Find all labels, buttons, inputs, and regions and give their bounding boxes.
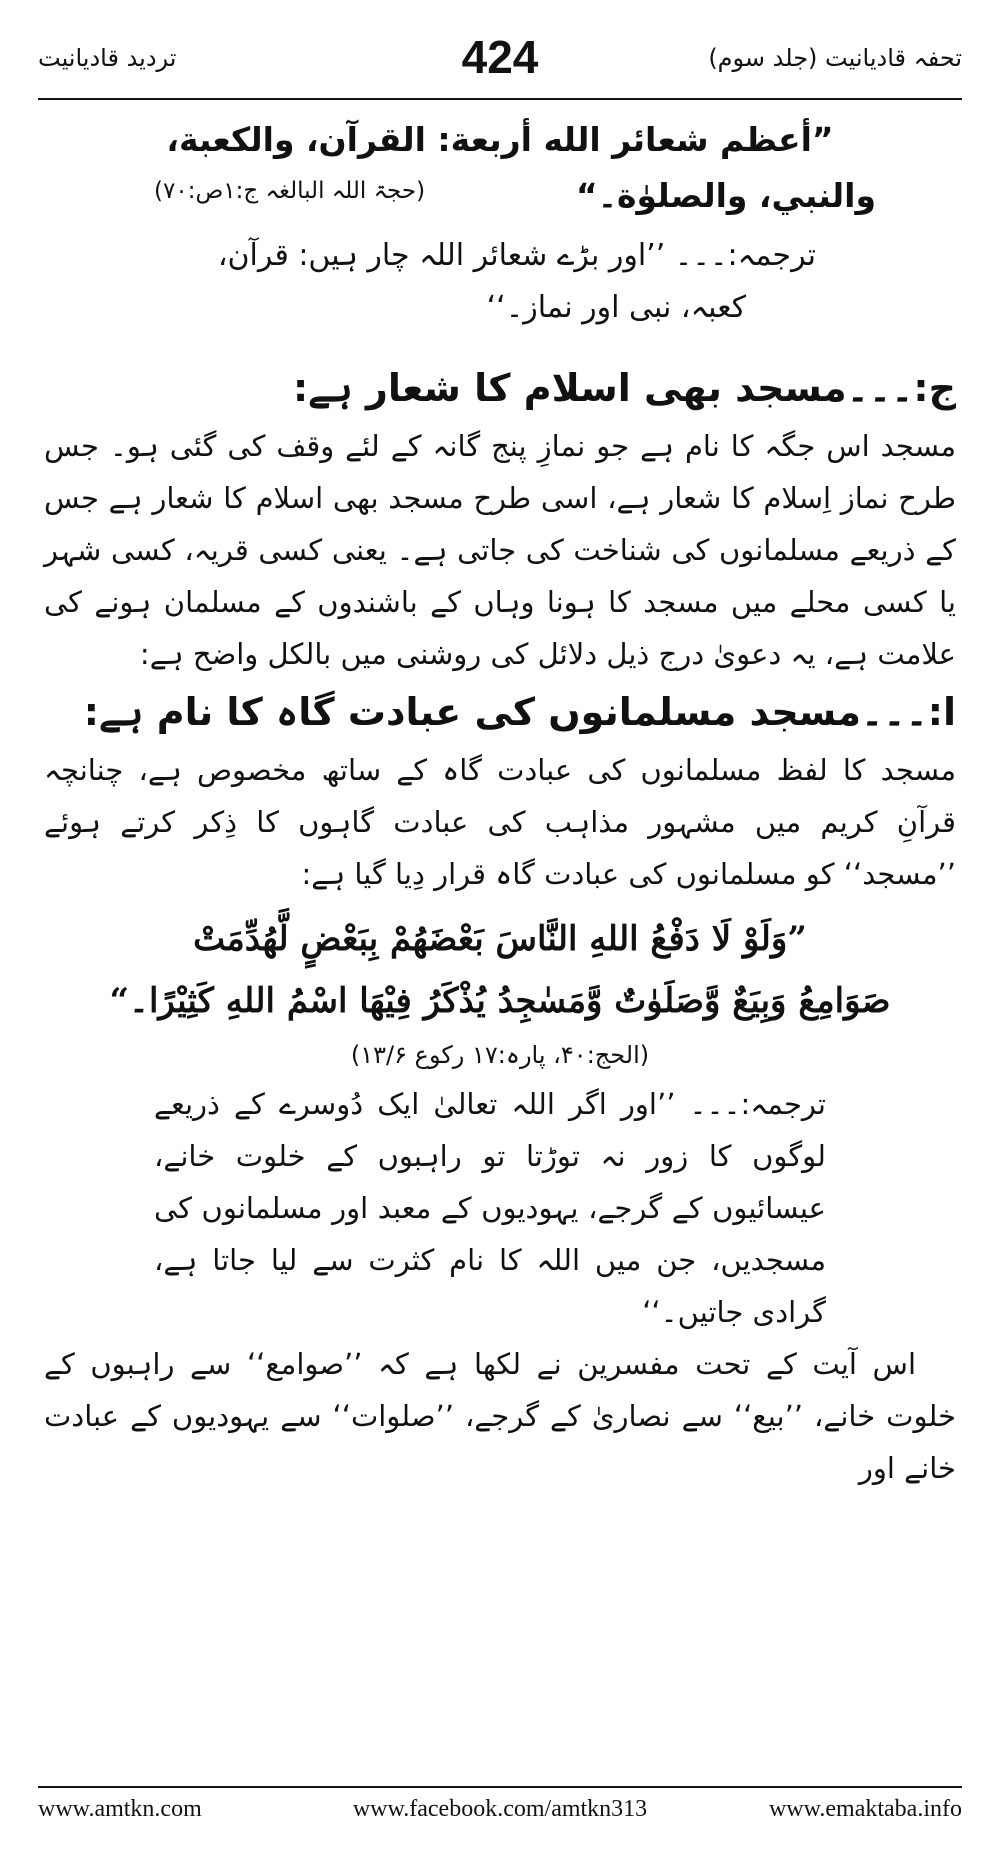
paragraph-1: مسجد اس جگہ کا نام ہے جو نمازِ پنج گانہ کے لئے وقف کی گئی ہو۔ جس طرح نماز اِسلام کا شعار ہے، اسی طرح مسجد بھی اسلام کا شعار ہے جس کے ذریعے مسلمانوں کی شناخت کی جاتی ہے۔ یعنی کسی قریہ، کسی شہر یا کسی محلے میں مسجد کا ہونا وہاں کے باشندوں کے مسلمان ہونے کی علامت ہے، یہ دعویٰ درج ذیل دلائل کی روشنی میں بالکل واضح ہے:	[44, 429, 956, 671]
arabic-quote-line-2: والنبي، والصلوٰة۔“	[576, 176, 876, 215]
page-body	[44, 112, 956, 1494]
quran-reference: (الحج:۴۰، پارہ:۱۷ رکوع ۱۳/۶)	[350, 1041, 650, 1069]
section-heading-1: ج:۔۔۔مسجد بھی اسلام کا شعار ہے:	[292, 366, 956, 410]
quran-verse-line-1: ”وَلَوْ لَا دَفْعُ اللهِ النَّاسَ بَعْضَهُمْ بِبَعْضٍ لَّهُدِّمَتْ	[193, 919, 807, 959]
running-header-right: تحفہ قادیانیت (جلد سوم)	[708, 44, 962, 72]
section-heading-2: ا:۔۔۔مسجد مسلمانوں کی عبادت گاہ کا نام ہے:	[83, 690, 956, 734]
translation-line-1: ترجمہ:۔۔۔ ’’اور بڑے شعائر اللہ چار ہیں: قرآن،	[217, 238, 816, 273]
arabic-quote-reference: (حجۃ اللہ البالغہ ج:۱ص:۷۰)	[154, 178, 426, 204]
paragraph-2: مسجد کا لفظ مسلمانوں کی عبادت گاہ کے ساتھ مخصوص ہے، چنانچہ قرآنِ کریم میں مشہور مذاہب کی عبادت گاہوں کا ذِکر کرتے ہوئے ’’مسجد‘‘ کو مسلمانوں کی عبادت گاہ قرار دِیا گیا ہے:	[44, 753, 956, 891]
footer-link-facebook[interactable]: www.facebook.com/amtkn313	[352, 1796, 648, 1822]
footer-link-amtkn[interactable]: www.amtkn.com	[38, 1796, 202, 1822]
footer-rule	[38, 1786, 962, 1788]
translation-3: ترجمہ:۔۔۔ ’’اور اگر اللہ تعالیٰ ایک دُوسرے کے ذریعے لوگوں کا زور نہ توڑتا تو راہبوں کے خلوت خانے، عیسائیوں کے گرجے، یہودیوں کے معبد اور مسلمانوں کی مسجدیں، جن میں اللہ کا نام کثرت سے لیا جاتا ہے، گرادی جاتیں۔‘‘	[154, 1087, 826, 1329]
quran-verse-line-2: صَوَامِعُ وَبِيَعٌ وَّصَلَوٰتٌ وَّمَسٰجِدُ يُذْكَرُ فِيْهَا اسْمُ اللهِ كَثِيْرًا۔“	[109, 981, 891, 1021]
page-header	[38, 30, 962, 94]
arabic-quote-line-1: ”أعظم شعائر الله أربعة: القرآن، والكعبة،	[166, 120, 834, 159]
translation-line-2: کعبہ، نبی اور نماز۔‘‘	[486, 290, 746, 325]
arabic-quote-row-2	[44, 168, 956, 224]
footer-link-emaktaba[interactable]: www.emaktaba.info	[768, 1796, 962, 1822]
header-rule	[38, 98, 962, 100]
running-header-left: تردید قادیانیت	[38, 44, 177, 72]
page-number: 424	[461, 31, 539, 83]
page-footer	[38, 1796, 962, 1836]
paragraph-3: اس آیت کے تحت مفسرین نے لکھا ہے کہ ’’صوامع‘‘ سے راہبوں کے خلوت خانے، ’’بیع‘‘ سے نصاریٰ کے گرجے، ’’صلوات‘‘ سے یہودیوں کے عبادت خانے اور	[44, 1347, 956, 1485]
